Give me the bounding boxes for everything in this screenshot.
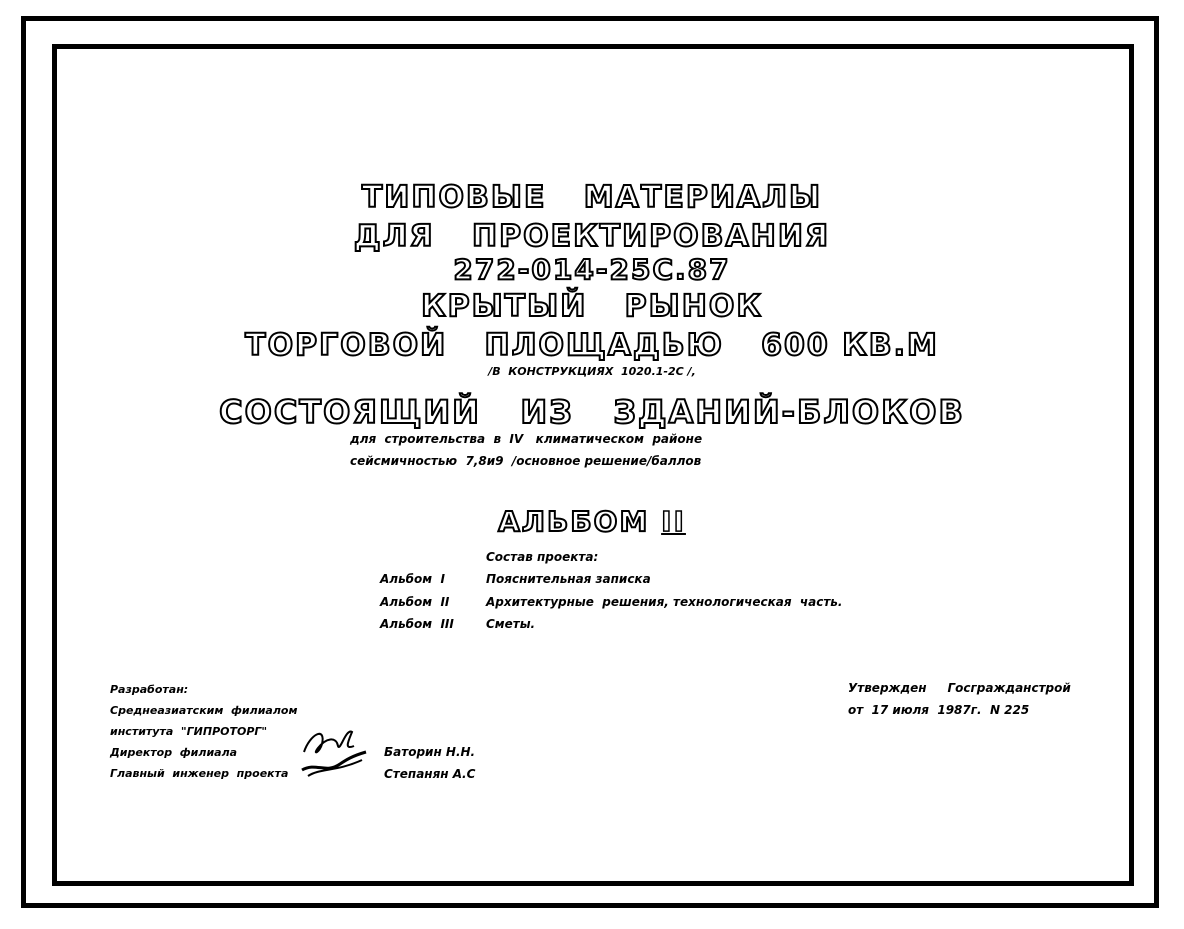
director-title: Директор филиала [110, 746, 238, 759]
title-line-5: ТОРГОВОЙ ПЛОЩАДЬЮ 600 КВ.М [245, 328, 939, 363]
composition-desc: Архитектурные решения, технологическая часть. [486, 595, 843, 609]
composition-album: Альбом II [380, 595, 450, 609]
construction-note: /В КОНСТРУКЦИЯХ 1020.1-2С /, [488, 365, 696, 378]
album-label: АЛЬБОМ [498, 505, 662, 538]
album-number: II [661, 505, 686, 538]
developed-by-block [110, 679, 297, 784]
chief-engineer-name: Степанян А.С [384, 767, 476, 781]
developed-branch: Среднеазиатским филиалом [110, 704, 298, 717]
signature-image [296, 722, 370, 782]
subtitle-line-1: для строительства в IV климатическом районе [350, 432, 703, 446]
title-line-2: ДЛЯ ПРОЕКТИРОВАНИЯ [353, 219, 831, 254]
approved-by: Утвержден Госгражданстрой [848, 681, 1071, 695]
composition-desc: Сметы. [486, 617, 536, 631]
title-line-6: СОСТОЯЩИЙ ИЗ ЗДАНИЙ-БЛОКОВ [219, 393, 965, 431]
approval-date: от 17 июля 1987г. N 225 [848, 703, 1030, 717]
album-heading [0, 505, 1184, 538]
project-code: 272-014-25С.87 [453, 253, 731, 286]
developed-heading: Разработан: [110, 683, 189, 696]
composition-album: Альбом III [380, 617, 454, 631]
director-name: Баторин Н.Н. [384, 745, 476, 759]
subtitle-line-2: сейсмичностью 7,8и9 /основное решение/баллов [350, 454, 702, 468]
signatories [384, 741, 475, 785]
composition-heading: Состав проекта: [486, 550, 599, 564]
composition-desc: Пояснительная записка [486, 572, 651, 586]
title-line-1: ТИПОВЫЕ МАТЕРИАЛЫ [361, 180, 823, 215]
composition-item [380, 573, 651, 585]
title-line-4: КРЫТЫЙ РЫНОК [421, 289, 763, 324]
developed-institute: института "ГИПРОТОРГ" [110, 725, 268, 738]
composition-item [380, 618, 535, 630]
chief-engineer-title: Главный инженер проекта [110, 767, 289, 780]
approval-block [848, 677, 1071, 721]
composition-item [380, 596, 842, 608]
composition-album: Альбом I [380, 572, 445, 586]
